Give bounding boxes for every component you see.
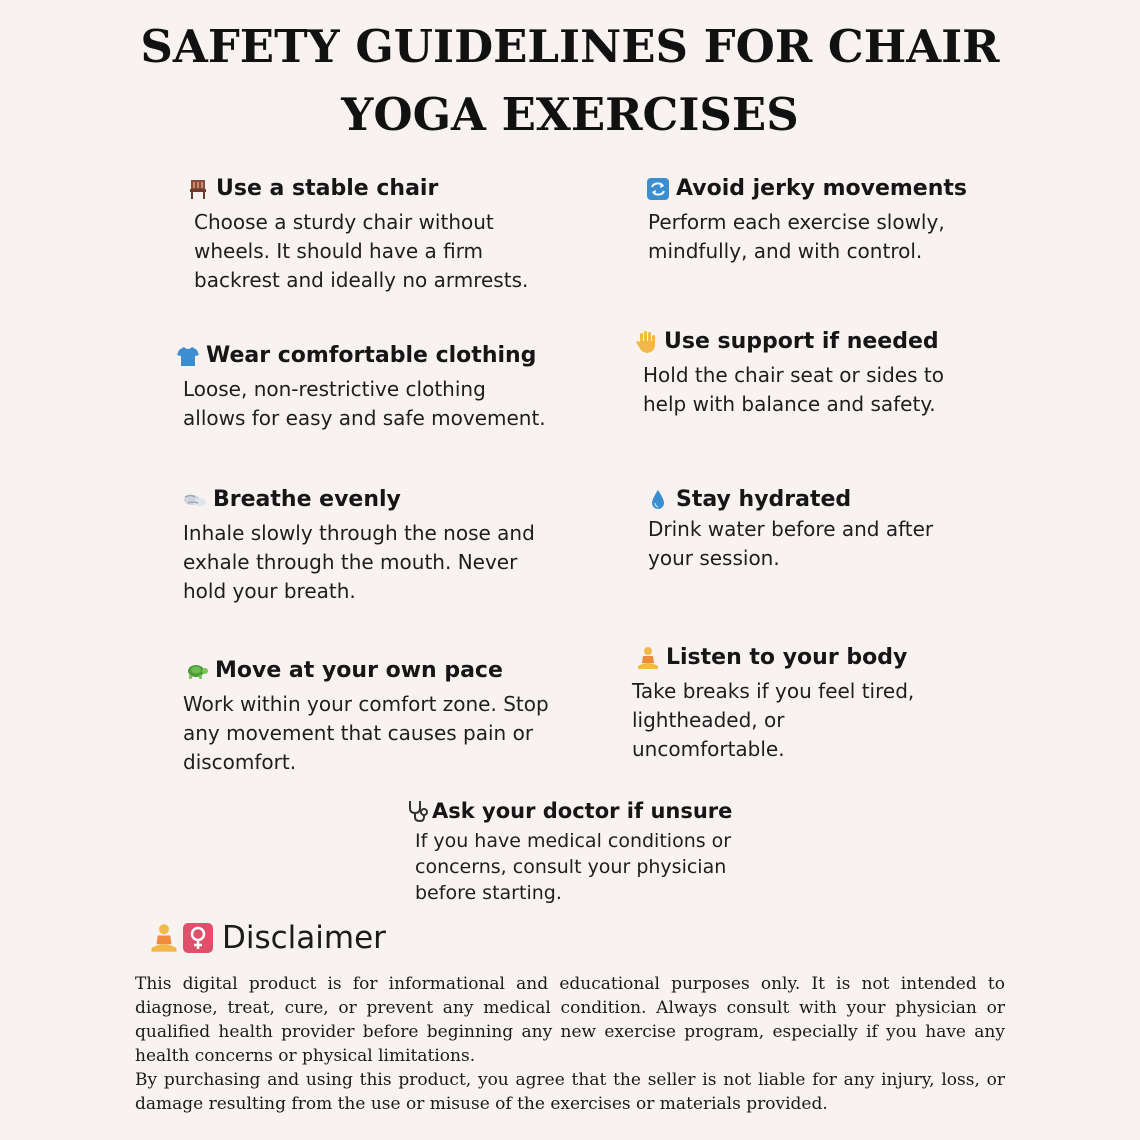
repeat-arrows-icon (646, 177, 670, 201)
guideline-heading: Stay hydrated (676, 487, 852, 512)
wind-icon (183, 488, 207, 512)
guideline-heading: Avoid jerky movements (676, 176, 968, 201)
guideline-heading: Use support if needed (664, 329, 939, 354)
chair-icon (186, 177, 210, 201)
guideline-text: Perform each exercise slowly, mindfully, and with control. (648, 210, 945, 263)
guideline-hydrated (646, 485, 946, 573)
guideline-text: If you have medical conditions or concerns, consult your physician before starting. (415, 830, 732, 904)
disclaimer-paragraph: This digital product is for informational and educational purposes only. It is not intended to diagnose, treat, cure, or prevent any medical condition. Always consult with your physician or qualified health provider before beginning any new exercise program, especially if you have any health concerns or physical limitations. (135, 974, 1005, 1066)
guideline-heading: Listen to your body (666, 645, 908, 670)
guideline-ask-doctor (405, 796, 790, 906)
guideline-heading: Wear comfortable clothing (206, 343, 537, 368)
guideline-breathe (183, 485, 553, 606)
disclaimer-heading (148, 918, 386, 958)
raised-hand-icon (634, 330, 658, 354)
stethoscope-icon (405, 799, 429, 823)
disclaimer-text (135, 972, 1005, 1116)
guideline-text: Loose, non-restrictive clothing allows for easy and safe movement. (183, 377, 546, 430)
female-sign-icon (182, 922, 214, 954)
page-title-line-2: YOGA EXERCISES (341, 88, 799, 141)
guideline-own-pace (185, 656, 557, 777)
tshirt-icon (176, 344, 200, 368)
guideline-heading: Use a stable chair (216, 176, 439, 201)
guideline-heading: Ask your doctor if unsure (432, 799, 733, 823)
meditating-person-icon (148, 922, 180, 954)
page-title-line-1: SAFETY GUIDELINES FOR CHAIR (140, 20, 1000, 73)
turtle-icon (185, 659, 209, 683)
guideline-text: Inhale slowly through the nose and exhale through the mouth. Never hold your breath. (183, 521, 535, 603)
water-drop-icon (646, 488, 670, 512)
guideline-text: Drink water before and after your session. (648, 517, 934, 570)
disclaimer-title: Disclaimer (222, 920, 386, 956)
disclaimer-paragraph: By purchasing and using this product, you agree that the seller is not liable for any injury, loss, or damage resulting from the use or misuse of the exercises or materials provided. (135, 1070, 1005, 1114)
guideline-support (634, 327, 954, 419)
guideline-text: Work within your comfort zone. Stop any movement that causes pain or discomfort. (183, 692, 549, 774)
guideline-heading: Move at your own pace (215, 658, 503, 683)
guideline-listen-body (632, 643, 936, 764)
guideline-heading: Breathe evenly (213, 487, 401, 512)
guideline-text: Take breaks if you feel tired, lightheaded, or uncomfortable. (632, 679, 915, 761)
guideline-text: Hold the chair seat or sides to help with balance and safety. (643, 363, 944, 416)
guideline-text: Choose a sturdy chair without wheels. It should have a firm backrest and ideally no armrests. (194, 210, 529, 292)
meditating-person-icon (636, 646, 660, 670)
guideline-clothing (176, 341, 546, 433)
guideline-avoid-jerky (646, 174, 966, 266)
guideline-stable-chair (186, 174, 546, 295)
